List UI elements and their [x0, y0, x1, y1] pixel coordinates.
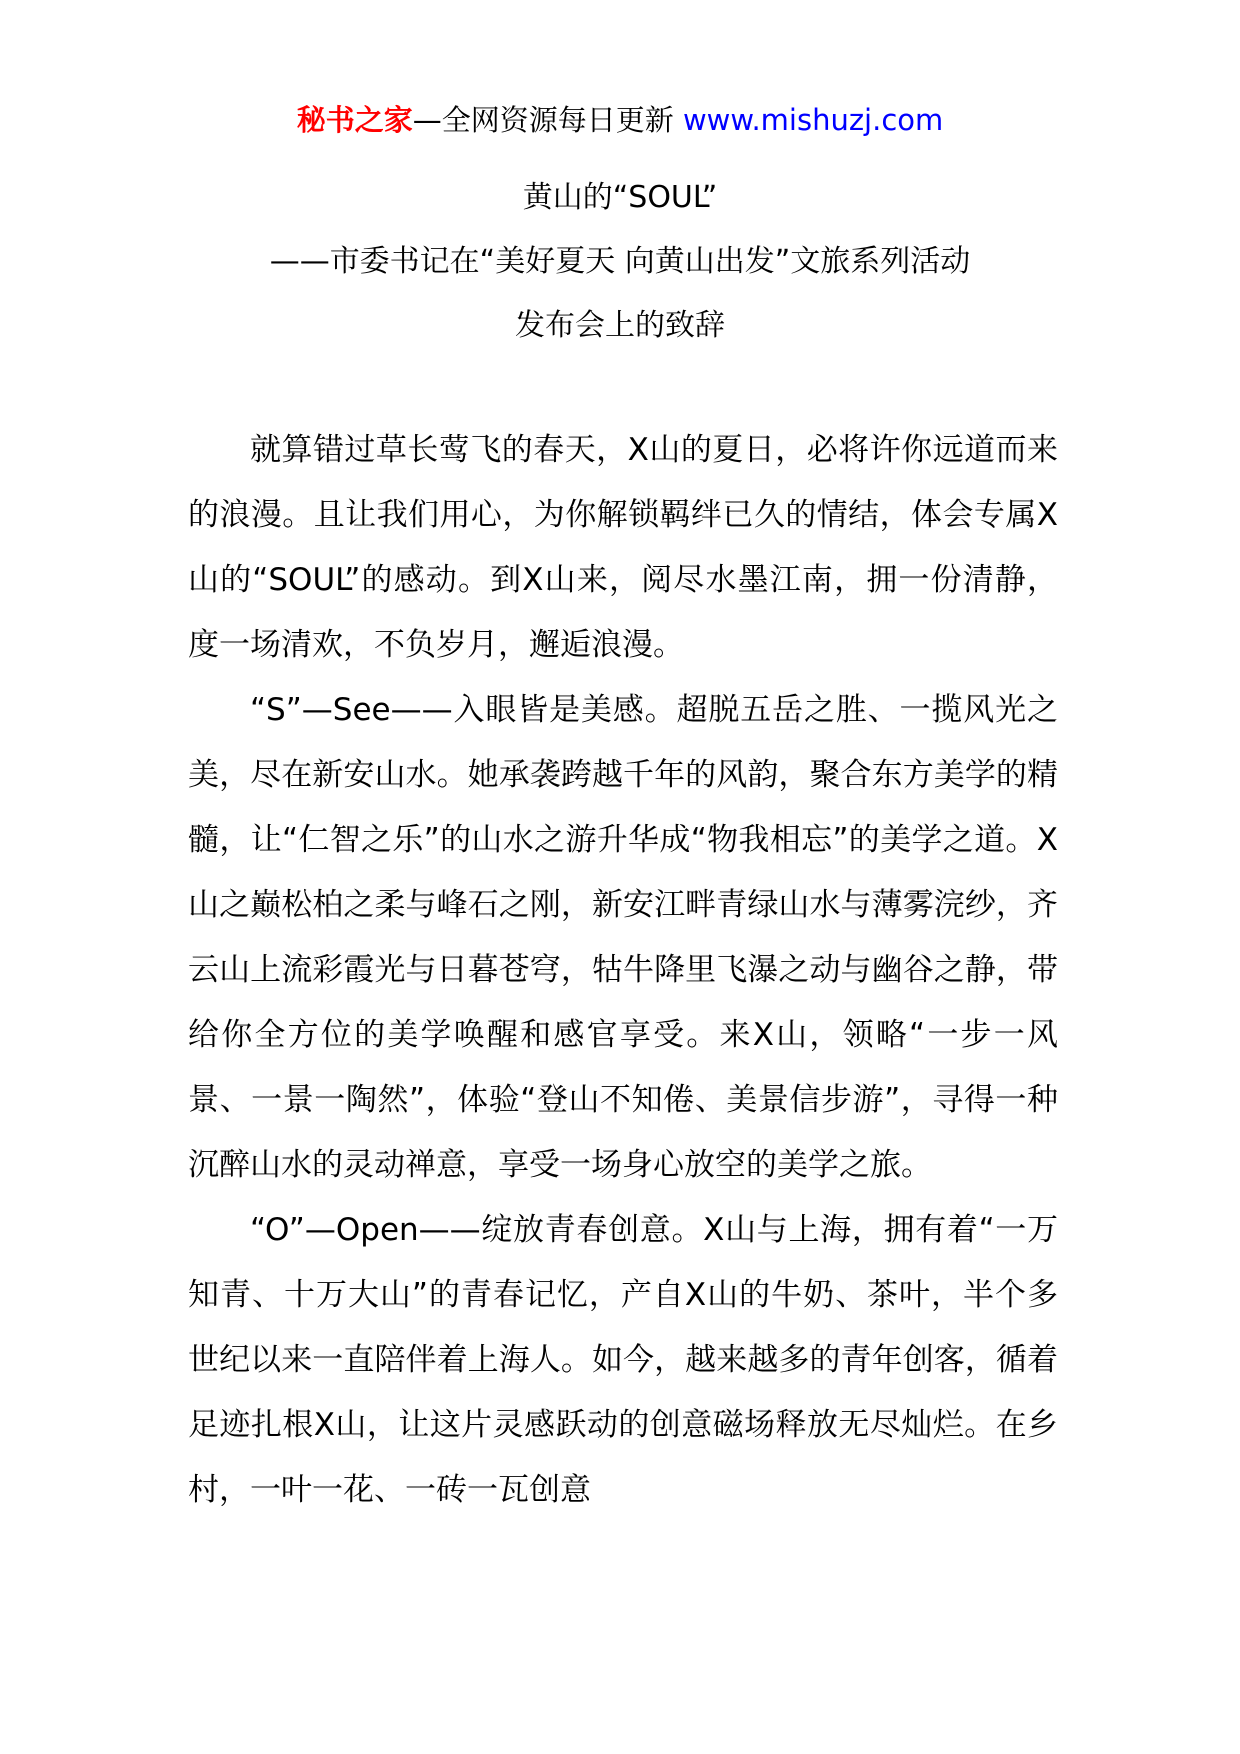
body-paragraph: “S”—See——入眼皆是美感。超脱五岳之胜、一揽风光之美，尽在新安山水。她承袭跨越千年的风韵，聚合东方美学的精髓，让“仁智之乐”的山水之游升华成“物我相忘”的美学之道。X山之巅松柏之柔与峰石之刚，新安江畔青绿山水与薄雾浣纱，齐云山上流彩霞光与日暮苍穹，牯牛降里飞瀑之动与幽谷之静，带给你全方位的美学唤醒和感官享受。来X山，领略“一步一风景、一景一陶然”，体验“登山不知倦、美景信步游”，寻得一种沉醉山水的灵动禅意，享受一场身心放空的美学之旅。: [188, 692, 1058, 1183]
document-body: [188, 418, 1058, 1523]
title-subtitle-continued: 发布会上的致辞: [515, 308, 725, 343]
title-main: 黄山的“SOUL”: [522, 180, 718, 215]
document-title: [0, 166, 1240, 358]
site-url-link[interactable]: www.mishuzj.com: [682, 103, 944, 137]
title-subtitle: ——市委书记在“美好夏天 向黄山出发”文旅系列活动: [269, 244, 971, 279]
brand-name: 秘书之家: [296, 103, 413, 137]
site-banner: [0, 100, 1240, 140]
banner-tagline: —全网资源每日更新: [412, 103, 674, 137]
body-paragraph: “O”—Open——绽放青春创意。X山与上海，拥有着“一万知青、十万大山”的青春记忆，产自X山的牛奶、茶叶，半个多世纪以来一直陪伴着上海人。如今，越来越多的青年创客，循着足迹扎根X山，让这片灵感跃动的创意磁场释放无尽灿烂。在乡村，一叶一花、一砖一瓦创意: [188, 1212, 1058, 1508]
body-paragraph: 就算错过草长莺飞的春天，X山的夏日，必将许你远道而来的浪漫。且让我们用心，为你解锁羁绊已久的情结，体会专属X山的“SOUL”的感动。到X山来，阅尽水墨江南，拥一份清静，度一场清欢，不负岁月，邂逅浪漫。: [188, 432, 1058, 663]
